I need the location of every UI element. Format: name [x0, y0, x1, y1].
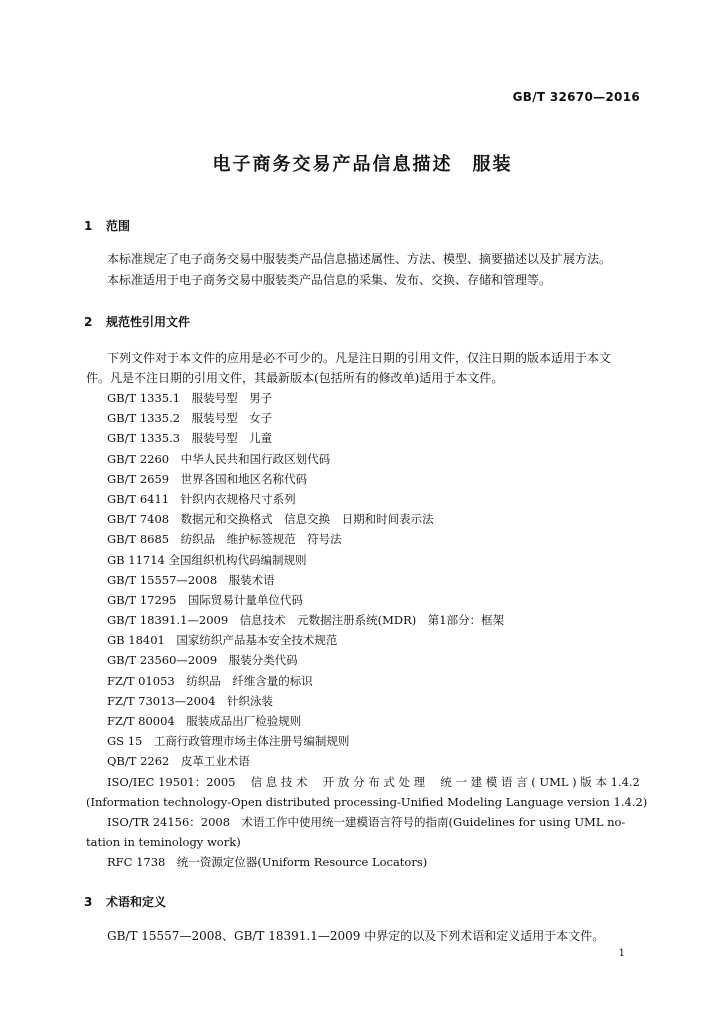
reference-item: GB/T 8685 纺织品 维护标签规范 符号法	[107, 532, 342, 547]
reference-item: GB/T 18391.1—2009 信息技术 元数据注册系统(MDR) 第1部分：框架	[107, 613, 505, 628]
normative-intro-line-1: 下列文件对于本文件的应用是必不可少的。凡是注日期的引用文件，仅注日期的版本适用于本文	[107, 351, 612, 365]
reference-item: GB/T 6411 针织内衣规格尺寸系列	[107, 491, 296, 506]
section-title: 范围	[106, 219, 131, 233]
scope-paragraph-1: 本标准规定了电子商务交易中服装类产品信息描述属性、方法、模型、摘要描述以及扩展方法。	[107, 252, 612, 266]
reference-item: GB/T 1335.2 服装号型 女子	[107, 411, 273, 426]
section-title: 规范性引用文件	[106, 315, 191, 329]
standard-code: GB/T 32670—2016	[512, 90, 640, 104]
page-number: 1	[618, 948, 625, 959]
reference-item: GB 11714 全国组织机构代码编制规则	[107, 552, 307, 567]
section-number: 3	[84, 895, 93, 909]
reference-item: GB/T 15557—2008 服装术语	[107, 572, 275, 587]
reference-item-rfc: RFC 1738 统一资源定位器(Uniform Resource Locators)	[107, 855, 428, 870]
normative-intro-line-2: 件。凡是不注日期的引用文件，其最新版本(包括所有的修改单)适用于本文件。	[86, 371, 504, 385]
reference-item-iso-tr-line-1: ISO/TR 24156：2008 术语工作中使用统一建模语言符号的指南(Guidelines for using UML no-	[107, 814, 626, 829]
reference-item: GS 15 工商行政管理市场主体注册号编制规则	[107, 734, 350, 749]
reference-item: FZ/T 80004 服装成品出厂检验规则	[107, 714, 302, 728]
reference-item: FZ/T 73013—2004 针织泳装	[107, 693, 274, 708]
reference-item: GB/T 7408 数据元和交换格式 信息交换 日期和时间表示法	[107, 512, 434, 527]
section-title: 术语和定义	[106, 895, 167, 909]
scope-paragraph-2: 本标准适用于电子商务交易中服装类产品信息的采集、发布、交换、存储和管理等。	[107, 273, 552, 287]
document-title: 电子商务交易产品信息描述 服装	[212, 154, 513, 175]
terms-paragraph: GB/T 15557—2008、GB/T 18391.1—2009 中界定的以及下列术语和定义适用于本文件。	[107, 929, 605, 943]
reference-item-iso-tr-line-2: tation in teminology work)	[86, 835, 241, 850]
reference-item: GB 18401 国家纺织产品基本安全技术规范	[107, 633, 338, 648]
section-heading-normative-references	[84, 313, 190, 330]
reference-item: GB/T 1335.1 服装号型 男子	[107, 391, 273, 405]
section-number: 2	[84, 315, 93, 329]
reference-list	[86, 388, 648, 873]
section-heading-terms	[84, 893, 166, 910]
reference-item: GB/T 2260 中华人民共和国行政区划代码	[107, 451, 331, 466]
section-number: 1	[84, 219, 93, 233]
reference-item: GB/T 17295 国际贸易计量单位代码	[107, 592, 303, 607]
reference-item-uml-line-2: (Information technology-Open distributed processing-Unified Modeling Language version 1.4.2)	[86, 794, 648, 809]
reference-item: FZ/T 01053 纺织品 纤维含量的标识	[107, 673, 313, 688]
section-heading-scope	[84, 217, 130, 234]
reference-item: GB/T 2659 世界各国和地区名称代码	[107, 471, 308, 486]
reference-item: GB/T 1335.3 服装号型 儿童	[107, 431, 273, 446]
reference-item: QB/T 2262 皮革工业术语	[107, 754, 250, 769]
reference-item-uml-line-1: ISO/IEC 19501：2005 信 息 技 术 开 放 分 布 式 处 理 统 一 建 模 语 言 ( UML ) 版 本 1.4.2	[107, 774, 640, 789]
reference-item: GB/T 23560—2009 服装分类代码	[107, 653, 298, 668]
